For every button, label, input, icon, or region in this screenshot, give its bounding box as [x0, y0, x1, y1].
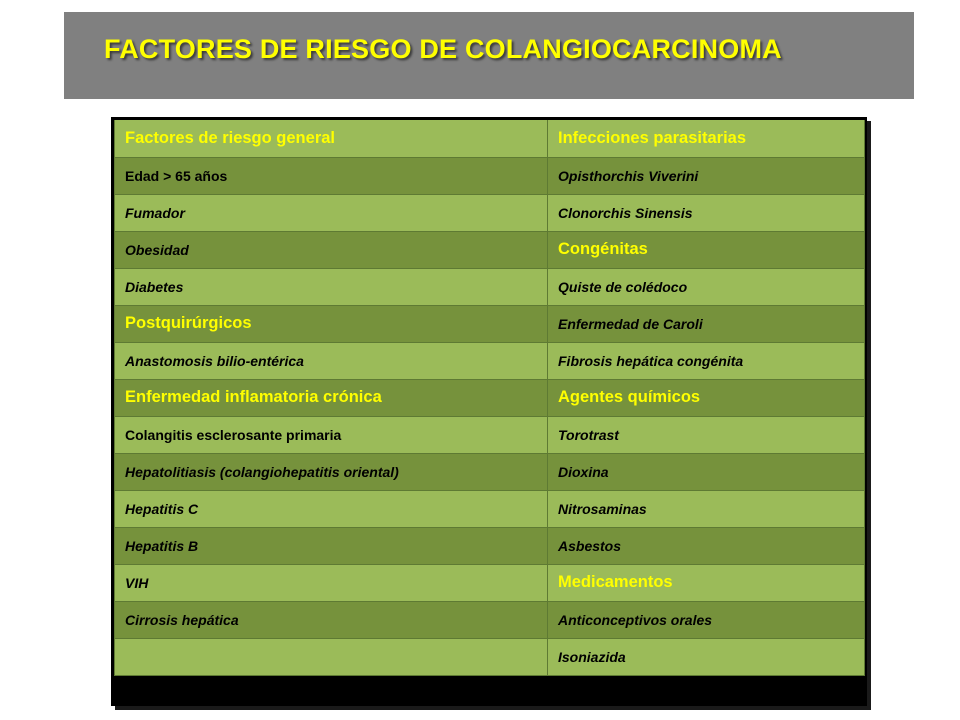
table-cell: Cirrosis hepática	[115, 601, 548, 638]
table-row	[115, 490, 865, 527]
table-row	[115, 120, 865, 157]
table-row	[115, 157, 865, 194]
table-row	[115, 453, 865, 490]
table-cell: Torotrast	[548, 416, 865, 453]
table-cell: Edad > 65 años	[115, 157, 548, 194]
table-cell-empty	[115, 638, 548, 675]
table-row	[115, 527, 865, 564]
table-cell: Enfermedad de Caroli	[548, 305, 865, 342]
table-cell: Isoniazida	[548, 638, 865, 675]
table-row	[115, 379, 865, 416]
table-cell: Dioxina	[548, 453, 865, 490]
section-heading-general: Factores de riesgo general	[115, 120, 548, 157]
table-cell: Clonorchis Sinensis	[548, 194, 865, 231]
table-row	[115, 564, 865, 601]
section-heading-congenital: Congénitas	[548, 231, 865, 268]
section-heading-chemical: Agentes químicos	[548, 379, 865, 416]
table-row	[115, 231, 865, 268]
table-cell: Fibrosis hepática congénita	[548, 342, 865, 379]
table-cell: Hepatitis B	[115, 527, 548, 564]
section-heading-postsurgical: Postquirúrgicos	[115, 305, 548, 342]
table-cell: Asbestos	[548, 527, 865, 564]
table-row	[115, 305, 865, 342]
table-cell: Fumador	[115, 194, 548, 231]
title-banner	[64, 12, 914, 99]
table-cell: Hepatolitiasis (colangiohepatitis oriental)	[115, 453, 548, 490]
table-cell: Quiste de colédoco	[548, 268, 865, 305]
slide-title: FACTORES DE RIESGO DE COLANGIOCARCINOMA	[104, 34, 782, 64]
table-row	[115, 416, 865, 453]
risk-factors-table-frame	[111, 117, 867, 706]
table-cell: Anticonceptivos orales	[548, 601, 865, 638]
table-cell: Obesidad	[115, 231, 548, 268]
table-cell: Nitrosaminas	[548, 490, 865, 527]
table-cell: Colangitis esclerosante primaria	[115, 416, 548, 453]
section-heading-inflammatory: Enfermedad inflamatoria crónica	[115, 379, 548, 416]
risk-factors-table	[114, 120, 865, 676]
table-row	[115, 601, 865, 638]
table-row	[115, 638, 865, 675]
section-heading-drugs: Medicamentos	[548, 564, 865, 601]
table-cell: Hepatitis C	[115, 490, 548, 527]
table-cell: VIH	[115, 564, 548, 601]
table-cell: Anastomosis bilio-entérica	[115, 342, 548, 379]
table-cell: Opisthorchis Viverini	[548, 157, 865, 194]
table-row	[115, 268, 865, 305]
table-row	[115, 342, 865, 379]
table-cell: Diabetes	[115, 268, 548, 305]
table-row	[115, 194, 865, 231]
section-heading-parasitic: Infecciones parasitarias	[548, 120, 865, 157]
